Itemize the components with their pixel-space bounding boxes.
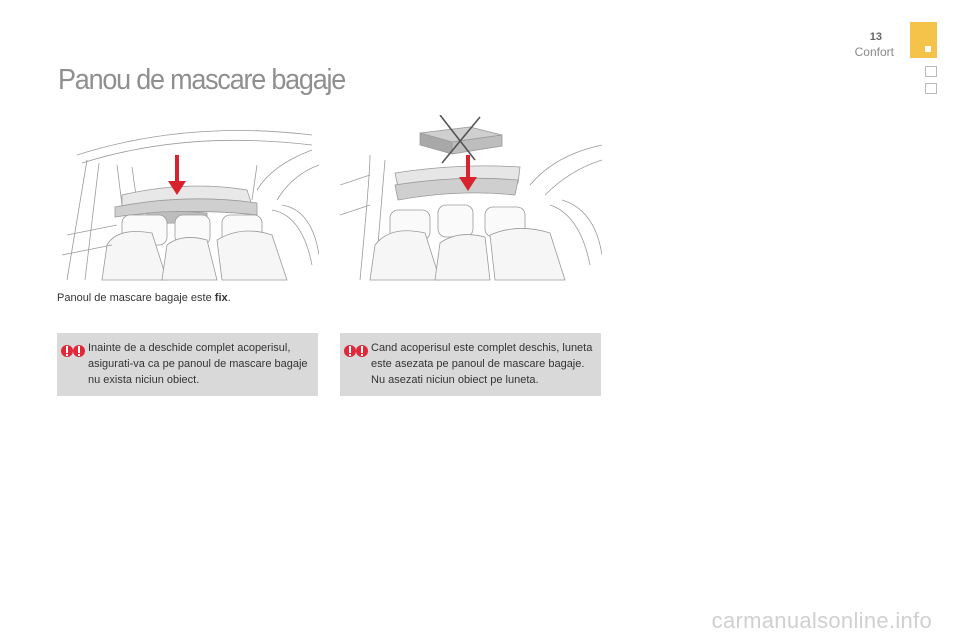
warning-icon — [61, 343, 85, 359]
warning-box — [57, 333, 318, 396]
caption-bold: fix — [214, 292, 228, 304]
illustration-parcel-shelf-fixed — [57, 115, 319, 285]
warning-box — [340, 333, 601, 396]
warning-text: Inainte de a deschide complet acoperisul, asigurati-va ca pe panoul de mascare bagaje nu exista niciun obiect. — [88, 342, 308, 386]
chapter-tab[interactable] — [925, 83, 937, 94]
caption-end: . — [227, 292, 231, 304]
page-number: 13 — [869, 31, 882, 43]
caption — [57, 292, 231, 304]
chapter-tab-active[interactable] — [910, 22, 937, 58]
illustration-no-objects-on-shelf — [340, 115, 602, 285]
warning-text: Cand acoperisul este complet deschis, luneta este asezata pe panoul de mascare bagaje. Nu asezati niciun obiect pe luneta. — [371, 342, 593, 386]
watermark-link[interactable]: carmanualsonline.info — [711, 608, 932, 633]
tab-marker — [925, 46, 931, 52]
section-name: Confort — [854, 45, 894, 59]
warning-icon — [344, 343, 368, 359]
page-title: Panou de mascare bagaje — [58, 64, 346, 96]
caption-text: Panoul de mascare bagaje este — [57, 292, 215, 304]
chapter-tab[interactable] — [925, 66, 937, 77]
